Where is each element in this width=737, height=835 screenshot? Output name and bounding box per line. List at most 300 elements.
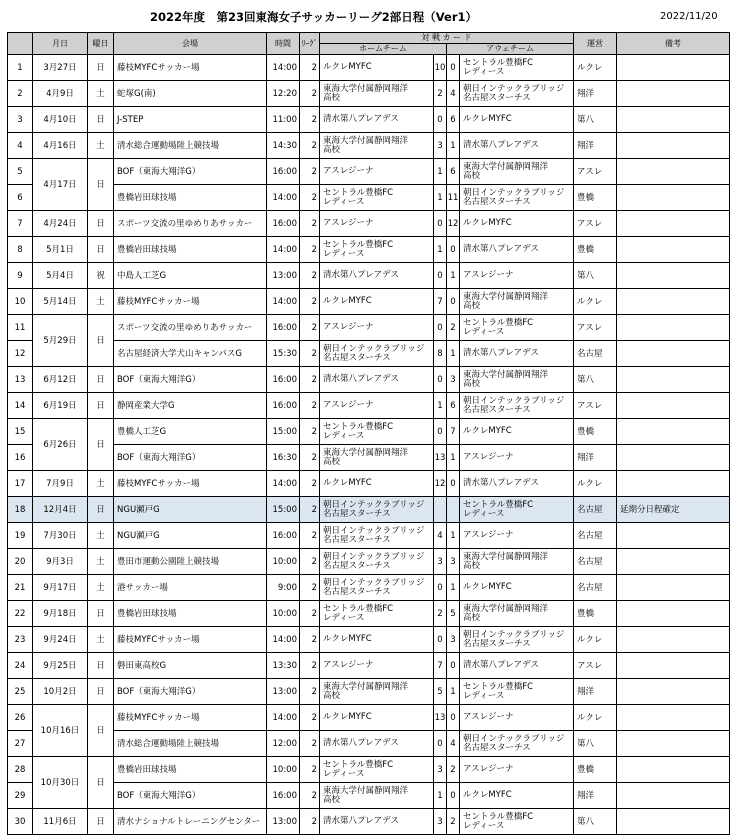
away-score: 0 xyxy=(447,237,460,263)
match-weekday: 土 xyxy=(88,289,114,315)
home-score: 0 xyxy=(434,367,447,393)
away-score: 1 xyxy=(447,679,460,705)
away-team xyxy=(460,159,574,185)
away-score: 2 xyxy=(447,757,460,783)
home-team-line: セントラル豊橋FC xyxy=(323,603,394,614)
home-team-line: セントラル豊橋FC xyxy=(323,759,394,770)
away-team xyxy=(460,549,574,575)
operator-cell: 第八 xyxy=(574,263,617,289)
table-row xyxy=(8,237,730,263)
league-division: 2 xyxy=(300,601,320,627)
home-team-line: 東海大学付属静岡翔洋 xyxy=(323,135,409,146)
away-score: 11 xyxy=(447,185,460,211)
row-number: 23 xyxy=(8,627,33,653)
table-row xyxy=(8,679,730,705)
home-team xyxy=(320,523,434,549)
away-score: 6 xyxy=(447,393,460,419)
row-number: 20 xyxy=(8,549,33,575)
match-date: 6月26日 xyxy=(33,419,88,471)
operator-cell: 名古屋 xyxy=(574,497,617,523)
table-row xyxy=(8,289,730,315)
home-score: 10 xyxy=(434,55,447,81)
league-division: 2 xyxy=(300,497,320,523)
venue-cell: BOF（東海大翔洋G） xyxy=(114,159,267,185)
home-team-line: 清水第八プレアデス xyxy=(323,738,399,748)
note-cell xyxy=(617,445,730,471)
away-team-line: ルクレMYFC xyxy=(463,582,512,592)
home-team xyxy=(320,133,434,159)
header-time: 時間 xyxy=(267,33,300,55)
table-row xyxy=(8,315,730,341)
kickoff-time: 13:00 xyxy=(267,263,300,289)
header-month-day: 月日 xyxy=(33,33,88,55)
match-weekday: 日 xyxy=(88,107,114,133)
operator-cell: ルクレ xyxy=(574,705,617,731)
league-division: 2 xyxy=(300,705,320,731)
note-cell xyxy=(617,367,730,393)
venue-cell: 藤枝MYFCサッカー場 xyxy=(114,627,267,653)
home-team xyxy=(320,497,434,523)
away-team-line: アスレジーナ xyxy=(463,712,514,722)
table-row xyxy=(8,523,730,549)
home-score: 0 xyxy=(434,731,447,757)
home-team-line: アスレジーナ xyxy=(323,218,374,228)
home-team xyxy=(320,549,434,575)
venue-cell: 豊橋岩田球技場 xyxy=(114,185,267,211)
operator-cell: 翔洋 xyxy=(574,783,617,809)
kickoff-time: 14:00 xyxy=(267,627,300,653)
league-division: 2 xyxy=(300,393,320,419)
home-team-line: 東海大学付属静岡翔洋 xyxy=(323,83,409,94)
away-team-line: 朝日インテックラブリッジ xyxy=(463,187,565,198)
note-cell xyxy=(617,185,730,211)
home-team xyxy=(320,705,434,731)
note-cell xyxy=(617,783,730,809)
venue-cell: 藤枝MYFCサッカー場 xyxy=(114,471,267,497)
table-row xyxy=(8,601,730,627)
kickoff-time: 14:00 xyxy=(267,289,300,315)
header-no xyxy=(8,33,33,55)
operator-cell: ルクレ xyxy=(574,627,617,653)
row-number: 30 xyxy=(8,809,33,835)
home-score: 2 xyxy=(434,601,447,627)
operator-cell: ルクレ xyxy=(574,289,617,315)
league-division: 2 xyxy=(300,471,320,497)
match-date: 4月24日 xyxy=(33,211,88,237)
away-score: 12 xyxy=(447,211,460,237)
home-score: 3 xyxy=(434,757,447,783)
row-number: 11 xyxy=(8,315,33,341)
kickoff-time: 13:30 xyxy=(267,653,300,679)
match-date: 10月2日 xyxy=(33,679,88,705)
kickoff-time: 13:00 xyxy=(267,679,300,705)
row-number: 5 xyxy=(8,159,33,185)
match-weekday: 土 xyxy=(88,575,114,601)
row-number: 2 xyxy=(8,81,33,107)
kickoff-time: 16:00 xyxy=(267,211,300,237)
away-score: 0 xyxy=(447,289,460,315)
table-row xyxy=(8,367,730,393)
away-team-line: 高校 xyxy=(463,560,481,571)
table-row xyxy=(8,731,730,757)
home-team-line: 高校 xyxy=(323,794,341,805)
away-team xyxy=(460,289,574,315)
away-score: 0 xyxy=(447,705,460,731)
away-team xyxy=(460,575,574,601)
home-team-line: レディース xyxy=(323,196,365,207)
away-team-line: 清水第八プレアデス xyxy=(463,348,539,358)
away-team xyxy=(460,627,574,653)
match-date: 9月17日 xyxy=(33,575,88,601)
row-number: 19 xyxy=(8,523,33,549)
away-team xyxy=(460,679,574,705)
home-team-line: レディース xyxy=(323,768,365,779)
venue-cell: 豊橋岩田球技場 xyxy=(114,757,267,783)
home-score: 12 xyxy=(434,471,447,497)
away-score: 1 xyxy=(447,523,460,549)
table-row xyxy=(8,445,730,471)
home-score xyxy=(434,497,447,523)
home-team-line: アスレジーナ xyxy=(323,400,374,410)
league-division: 2 xyxy=(300,627,320,653)
match-date: 4月16日 xyxy=(33,133,88,159)
home-team-line: 高校 xyxy=(323,144,341,155)
home-team-line: 清水第八プレアデス xyxy=(323,270,399,280)
match-date: 9月25日 xyxy=(33,653,88,679)
table-row xyxy=(8,757,730,783)
home-score: 4 xyxy=(434,523,447,549)
table-row xyxy=(8,211,730,237)
away-team-line: 朝日インテックラブリッジ xyxy=(463,629,565,640)
away-score: 0 xyxy=(447,783,460,809)
note-cell xyxy=(617,757,730,783)
kickoff-time: 13:00 xyxy=(267,809,300,835)
away-team-line: レディース xyxy=(463,690,505,701)
match-weekday: 土 xyxy=(88,133,114,159)
match-weekday: 日 xyxy=(88,497,114,523)
table-row xyxy=(8,653,730,679)
home-team-line: 朝日インテックラブリッジ xyxy=(323,525,425,536)
row-number: 24 xyxy=(8,653,33,679)
away-team-line: 清水第八プレアデス xyxy=(463,244,539,254)
home-team-line: セントラル豊橋FC xyxy=(323,421,394,432)
match-date: 12月4日 xyxy=(33,497,88,523)
home-team-line: ルクレMYFC xyxy=(323,712,372,722)
venue-cell: 清水ナショナルトレーニングセンター xyxy=(114,809,267,835)
kickoff-time: 14:00 xyxy=(267,185,300,211)
away-team xyxy=(460,263,574,289)
match-weekday: 日 xyxy=(88,367,114,393)
operator-cell: ルクレ xyxy=(574,55,617,81)
home-score: 1 xyxy=(434,783,447,809)
home-team xyxy=(320,237,434,263)
match-weekday: 日 xyxy=(88,419,114,471)
away-score xyxy=(447,497,460,523)
header-note: 備考 xyxy=(617,33,730,55)
page-title: 2022年度 第23回東海女子サッカーリーグ2部日程（Ver1） xyxy=(150,10,478,24)
home-score: 1 xyxy=(434,185,447,211)
note-cell xyxy=(617,55,730,81)
row-number: 18 xyxy=(8,497,33,523)
note-cell xyxy=(617,341,730,367)
table-row xyxy=(8,627,730,653)
match-weekday: 日 xyxy=(88,653,114,679)
away-score: 4 xyxy=(447,81,460,107)
operator-cell: アスレ xyxy=(574,653,617,679)
league-division: 2 xyxy=(300,341,320,367)
away-team-line: 名古屋スターチス xyxy=(463,742,531,753)
away-team-line: 朝日インテックラブリッジ xyxy=(463,733,565,744)
away-team xyxy=(460,653,574,679)
away-team-line: 清水第八プレアデス xyxy=(463,660,539,670)
away-team-line: 名古屋スターチス xyxy=(463,196,531,207)
home-team-line: 名古屋スターチス xyxy=(323,560,391,571)
kickoff-time: 14:30 xyxy=(267,133,300,159)
kickoff-time: 10:00 xyxy=(267,601,300,627)
away-score: 2 xyxy=(447,315,460,341)
note-cell xyxy=(617,575,730,601)
away-score: 0 xyxy=(447,55,460,81)
away-team-line: 高校 xyxy=(463,378,481,389)
venue-cell: BOF（東海大翔洋G） xyxy=(114,783,267,809)
row-number: 1 xyxy=(8,55,33,81)
match-date: 4月17日 xyxy=(33,159,88,211)
away-score: 1 xyxy=(447,133,460,159)
away-team xyxy=(460,237,574,263)
home-team xyxy=(320,263,434,289)
row-number: 7 xyxy=(8,211,33,237)
away-team-line: アスレジーナ xyxy=(463,452,514,462)
away-team-line: アスレジーナ xyxy=(463,530,514,540)
match-weekday: 日 xyxy=(88,55,114,81)
match-weekday: 日 xyxy=(88,705,114,757)
kickoff-time: 16:00 xyxy=(267,783,300,809)
away-team-line: 清水第八プレアデス xyxy=(463,140,539,150)
league-division: 2 xyxy=(300,445,320,471)
operator-cell: 翔洋 xyxy=(574,81,617,107)
home-team-line: 朝日インテックラブリッジ xyxy=(323,577,425,588)
match-date: 6月19日 xyxy=(33,393,88,419)
home-score: 0 xyxy=(434,627,447,653)
table-row xyxy=(8,549,730,575)
home-score: 13 xyxy=(434,445,447,471)
match-weekday: 日 xyxy=(88,393,114,419)
home-team xyxy=(320,185,434,211)
venue-cell: 豊田市運動公園陸上競技場 xyxy=(114,549,267,575)
home-team xyxy=(320,575,434,601)
venue-cell: 藤枝MYFCサッカー場 xyxy=(114,289,267,315)
away-team-line: 東海大学付属静岡翔洋 xyxy=(463,369,549,380)
match-date: 3月27日 xyxy=(33,55,88,81)
table-row xyxy=(8,497,730,523)
away-team xyxy=(460,445,574,471)
table-row xyxy=(8,263,730,289)
league-division: 2 xyxy=(300,185,320,211)
venue-cell: スポーツ交流の里ゆめりあサッカー xyxy=(114,211,267,237)
home-team-line: レディース xyxy=(323,248,365,259)
table-row xyxy=(8,705,730,731)
away-team-line: セントラル豊橋FC xyxy=(463,499,534,510)
kickoff-time: 16:00 xyxy=(267,159,300,185)
home-score: 0 xyxy=(434,263,447,289)
row-number: 15 xyxy=(8,419,33,445)
away-score: 1 xyxy=(447,445,460,471)
header-home-team: ホームチーム xyxy=(320,44,447,55)
row-number: 3 xyxy=(8,107,33,133)
home-team xyxy=(320,627,434,653)
away-team-line: 東海大学付属静岡翔洋 xyxy=(463,161,549,172)
revision-date: 2022/11/20 xyxy=(660,11,718,22)
venue-cell: NGU瀬戸G xyxy=(114,523,267,549)
note-cell: 延期分日程確定 xyxy=(617,497,730,523)
match-weekday: 日 xyxy=(88,757,114,809)
match-date: 4月10日 xyxy=(33,107,88,133)
match-date: 10月30日 xyxy=(33,757,88,809)
header-operator: 運営 xyxy=(574,33,617,55)
away-team-line: 朝日インテックラブリッジ xyxy=(463,83,565,94)
league-division: 2 xyxy=(300,133,320,159)
away-score: 3 xyxy=(447,549,460,575)
away-score: 1 xyxy=(447,263,460,289)
venue-cell: BOF（東海大翔洋G） xyxy=(114,679,267,705)
note-cell xyxy=(617,549,730,575)
row-number: 17 xyxy=(8,471,33,497)
home-team xyxy=(320,159,434,185)
note-cell xyxy=(617,289,730,315)
league-division: 2 xyxy=(300,211,320,237)
away-team xyxy=(460,419,574,445)
note-cell xyxy=(617,159,730,185)
match-date: 7月9日 xyxy=(33,471,88,497)
league-division: 2 xyxy=(300,809,320,835)
home-team-line: アスレジーナ xyxy=(323,166,374,176)
note-cell xyxy=(617,107,730,133)
kickoff-time: 10:00 xyxy=(267,549,300,575)
table-row xyxy=(8,393,730,419)
header-away-team: アウェチーム xyxy=(447,44,574,55)
kickoff-time: 12:20 xyxy=(267,81,300,107)
home-score: 0 xyxy=(434,315,447,341)
match-date: 5月29日 xyxy=(33,315,88,367)
home-team-line: 名古屋スターチス xyxy=(323,508,391,519)
home-team-line: 清水第八プレアデス xyxy=(323,816,399,826)
header-venue: 会場 xyxy=(114,33,267,55)
away-team xyxy=(460,367,574,393)
table-row xyxy=(8,107,730,133)
row-number: 8 xyxy=(8,237,33,263)
match-date: 9月24日 xyxy=(33,627,88,653)
away-team xyxy=(460,393,574,419)
home-score: 7 xyxy=(434,653,447,679)
kickoff-time: 14:00 xyxy=(267,55,300,81)
venue-cell: 港サッカー場 xyxy=(114,575,267,601)
home-score: 5 xyxy=(434,679,447,705)
match-weekday: 日 xyxy=(88,211,114,237)
league-division: 2 xyxy=(300,523,320,549)
operator-cell: 翔洋 xyxy=(574,445,617,471)
match-date: 5月1日 xyxy=(33,237,88,263)
league-division: 2 xyxy=(300,81,320,107)
match-date: 10月16日 xyxy=(33,705,88,757)
match-date: 5月14日 xyxy=(33,289,88,315)
league-division: 2 xyxy=(300,757,320,783)
row-number: 29 xyxy=(8,783,33,809)
operator-cell: 名古屋 xyxy=(574,523,617,549)
table-row xyxy=(8,159,730,185)
league-division: 2 xyxy=(300,289,320,315)
kickoff-time: 14:00 xyxy=(267,705,300,731)
home-team xyxy=(320,289,434,315)
away-team-line: 東海大学付属静岡翔洋 xyxy=(463,291,549,302)
home-team-line: 東海大学付属静岡翔洋 xyxy=(323,785,409,796)
kickoff-time: 9:00 xyxy=(267,575,300,601)
kickoff-time: 16:30 xyxy=(267,445,300,471)
table-row xyxy=(8,55,730,81)
away-team-line: ルクレMYFC xyxy=(463,426,512,436)
home-team-line: 朝日インテックラブリッジ xyxy=(323,499,425,510)
note-cell xyxy=(617,653,730,679)
note-cell xyxy=(617,627,730,653)
note-cell xyxy=(617,315,730,341)
home-score: 7 xyxy=(434,289,447,315)
home-team xyxy=(320,341,434,367)
home-team xyxy=(320,367,434,393)
home-team xyxy=(320,107,434,133)
row-number: 26 xyxy=(8,705,33,731)
away-score: 6 xyxy=(447,159,460,185)
league-division: 2 xyxy=(300,575,320,601)
operator-cell: 翔洋 xyxy=(574,133,617,159)
league-division: 2 xyxy=(300,679,320,705)
row-number: 14 xyxy=(8,393,33,419)
league-division: 2 xyxy=(300,263,320,289)
away-score: 3 xyxy=(447,367,460,393)
home-team-line: アスレジーナ xyxy=(323,322,374,332)
venue-cell: BOF（東海大翔洋G） xyxy=(114,445,267,471)
away-team-line: 高校 xyxy=(463,612,481,623)
operator-cell: 第八 xyxy=(574,367,617,393)
match-date: 9月18日 xyxy=(33,601,88,627)
schedule-rows xyxy=(8,55,730,835)
away-score: 1 xyxy=(447,341,460,367)
league-division: 2 xyxy=(300,237,320,263)
away-score: 3 xyxy=(447,627,460,653)
home-team-line: ルクレMYFC xyxy=(323,62,372,72)
venue-cell: 豊橋人工芝G xyxy=(114,419,267,445)
home-team-line: 高校 xyxy=(323,690,341,701)
note-cell xyxy=(617,263,730,289)
home-team-line: ルクレMYFC xyxy=(323,478,372,488)
operator-cell: アスレ xyxy=(574,159,617,185)
home-score: 3 xyxy=(434,549,447,575)
venue-cell: 蛇塚G(南) xyxy=(114,81,267,107)
row-number: 16 xyxy=(8,445,33,471)
away-team xyxy=(460,757,574,783)
match-date: 7月30日 xyxy=(33,523,88,549)
home-score: 1 xyxy=(434,393,447,419)
home-score: 0 xyxy=(434,575,447,601)
match-weekday: 日 xyxy=(88,237,114,263)
match-date: 4月9日 xyxy=(33,81,88,107)
home-team-line: 高校 xyxy=(323,456,341,467)
home-team-line: 東海大学付属静岡翔洋 xyxy=(323,447,409,458)
table-row xyxy=(8,783,730,809)
note-cell xyxy=(617,211,730,237)
note-cell xyxy=(617,731,730,757)
away-score: 5 xyxy=(447,601,460,627)
note-cell xyxy=(617,679,730,705)
row-number: 6 xyxy=(8,185,33,211)
